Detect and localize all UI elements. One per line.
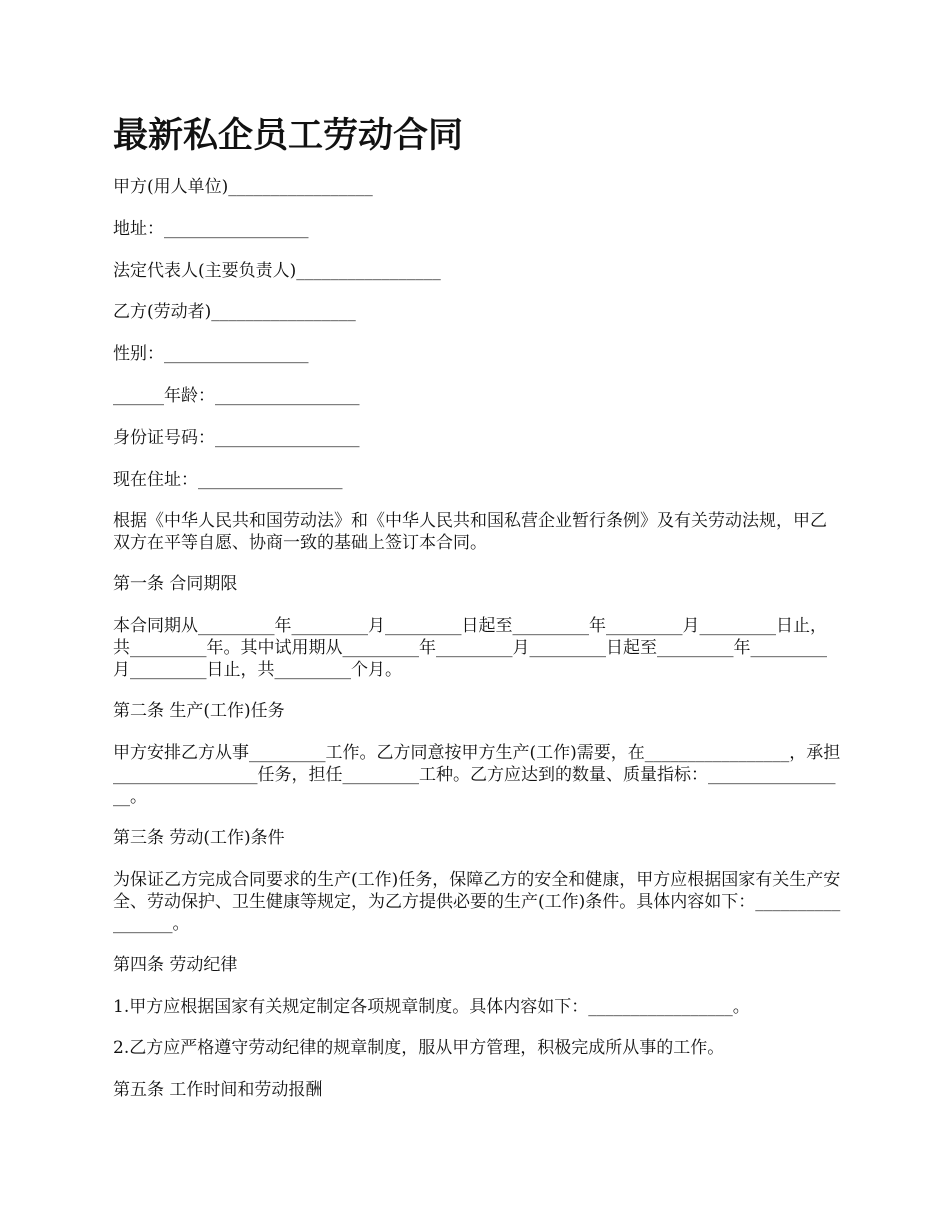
document-title: 最新私企员工劳动合同 [113,116,464,156]
party-b-field: 乙方(劳动者)_________________ [113,302,356,323]
party-a-field: 甲方(用人单位)_________________ [113,177,373,197]
article-1-body: 本合同期从_________年_________月_________日起至_________年_________月_________日止，共_________年。其中试用期从_________年_________月_________日起至_________年_________月_________日止，共_________个月。 [113,616,827,681]
contract-page [113,108,843,1121]
article-3-body: 为保证乙方完成合同要求的生产(工作)任务，保障乙方的安全和健康，甲方应根据国家有关生产安全、劳动保护、卫生健康等规定，为乙方提供必要的生产(工作)条件。具体内容如下：_________________。 [113,869,841,934]
article-4-item-2: 2.乙方应严格遵守劳动纪律的规章制度，服从甲方管理，积极完成所从事的工作。 [113,1038,725,1059]
article-2-heading: 第二条 生产(工作)任务 [113,701,285,722]
legal-representative-field: 法定代表人(主要负责人)_________________ [113,260,441,281]
article-4-heading: 第四条 劳动纪律 [113,954,238,975]
preamble-paragraph: 根据《中华人民共和国劳动法》和《中华人民共和国私营企业暂行条例》及有关劳动法规，甲乙双方在平等自愿、协商一致的基础上签订本合同。 [113,511,827,554]
address-field: 地址：_________________ [113,218,309,239]
article-1-heading: 第一条 合同期限 [113,574,238,595]
current-address-field: 现在住址：_________________ [113,469,343,490]
article-4-item-1: 1.甲方应根据国家有关规定制定各项规章制度。具体内容如下：_________________。 [113,996,750,1017]
gender-field: 性别：_________________ [113,344,309,365]
article-2-body: 甲方安排乙方从事_________工作。乙方同意按甲方生产(工作)需要，在_________________，承担_________________任务，担任_________工种。乙方应达到的数量、质量指标：_________________。 [113,742,841,807]
id-number-field: 身份证号码：_________________ [113,427,360,448]
article-5-heading: 第五条 工作时间和劳动报酬 [113,1080,323,1101]
article-3-heading: 第三条 劳动(工作)条件 [113,827,285,848]
age-field: ______年龄：_________________ [113,385,360,406]
